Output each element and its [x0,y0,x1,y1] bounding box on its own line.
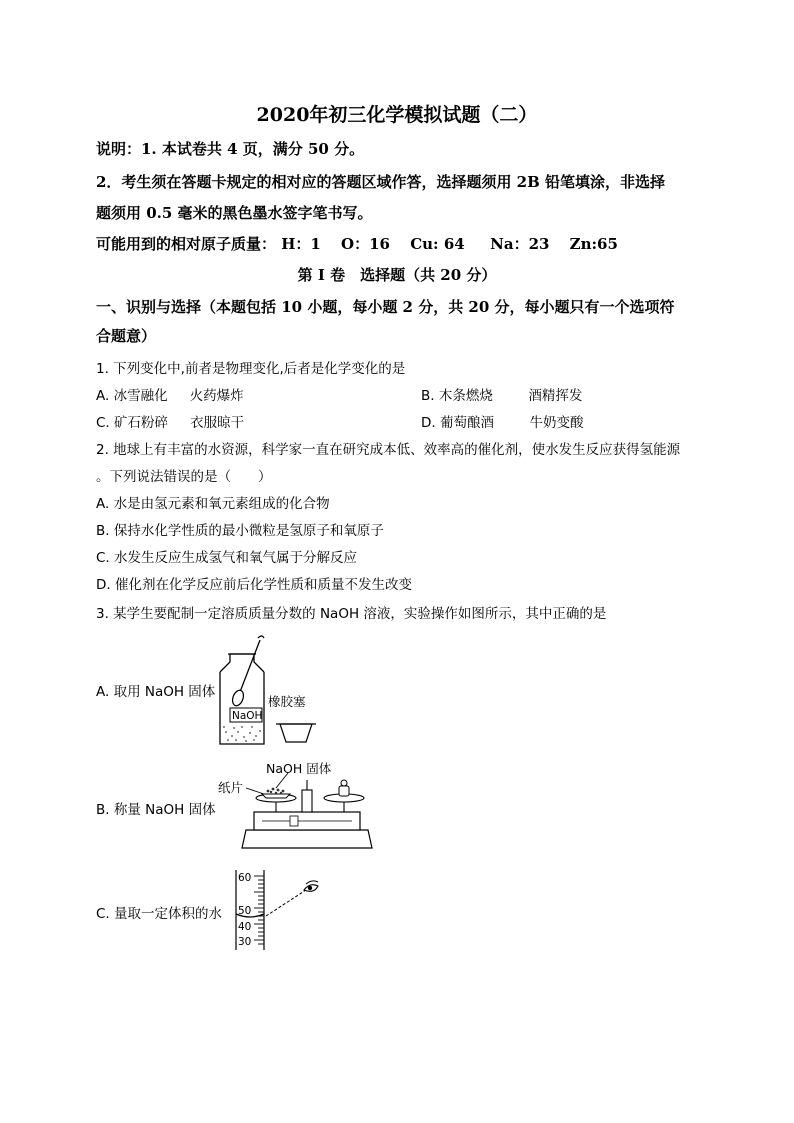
q2-option-d: D. 催化剂在化学反应前后化学性质和质量不发生改变 [96,577,412,593]
q1-option-d: D. 葡萄酿酒 牛奶变酸 [421,415,584,431]
q1-option-b: B. 木条燃烧 酒精挥发 [421,388,583,404]
q3-stem: 3. 某学生要配制一定溶质质量分数的 NaOH 溶液，实验操作如图所示，其中正确的是 [96,606,607,622]
figure-c-cylinder [228,866,328,956]
eye-icon [304,881,318,891]
figure-c-tick-60: 60 [238,872,252,884]
figure-a-bottle-label: NaOH [232,710,263,722]
part-heading-a: 一、识别与选择（本题包括 10 小题，每小题 2 分，共 20 分，每小题只有一个选项符 [96,298,675,316]
q2-option-a: A. 水是由氢元素和氧元素组成的化合物 [96,496,330,512]
instructions-line-2a: 2．考生须在答题卡规定的相对应的答题区域作答，选择题须用 2B 铅笔填涂，非选择 [96,173,666,191]
section-heading: 第 I 卷 选择题（共 20 分） [297,266,497,284]
q1-option-a: A. 冰雪融化 火药爆炸 [96,388,244,404]
q2-option-b: B. 保持水化学性质的最小微粒是氢原子和氧原子 [96,523,384,539]
page-title: 2020年初三化学模拟试题（二） [256,104,538,126]
figure-b-solid-label: NaOH 固体 [266,761,332,776]
figure-b-paper-label: 纸片 [218,780,244,795]
q1-option-c: C. 矿石粉碎 衣服晾干 [96,415,245,431]
figure-c-tick-40: 40 [238,921,252,933]
instructions-line-1: 说明：1. 本试卷共 4 页，满分 50 分。 [96,140,365,158]
q2-option-c: C. 水发生反应生成氢气和氧气属于分解反应 [96,550,358,566]
figure-c-tick-50: 50 [238,905,252,917]
q2-stem-b: 。下列说法错误的是（ ） [96,469,272,485]
part-heading-b: 合题意） [96,327,157,345]
atomic-masses: 可能用到的相对原子质量： H：1 O：16 Cu: 64 Na：23 Zn:65 [96,235,618,253]
q3-option-c: C. 量取一定体积的水 [96,906,223,922]
q1-stem: 1. 下列变化中,前者是物理变化,后者是化学变化的是 [96,361,406,377]
figure-c-tick-30: 30 [238,936,252,948]
q3-option-a: A. 取用 NaOH 固体 [96,684,216,700]
q3-option-b: B. 称量 NaOH 固体 [96,802,216,818]
q2-stem-a: 2. 地球上有丰富的水资源，科学家一直在研究成本低、效率高的催化剂，使水发生反应获得氢能源 [96,442,681,458]
instructions-line-2b: 题须用 0.5 毫米的黑色墨水签字笔书写。 [96,204,373,222]
figure-a-stopper-label: 橡胶塞 [268,694,306,709]
